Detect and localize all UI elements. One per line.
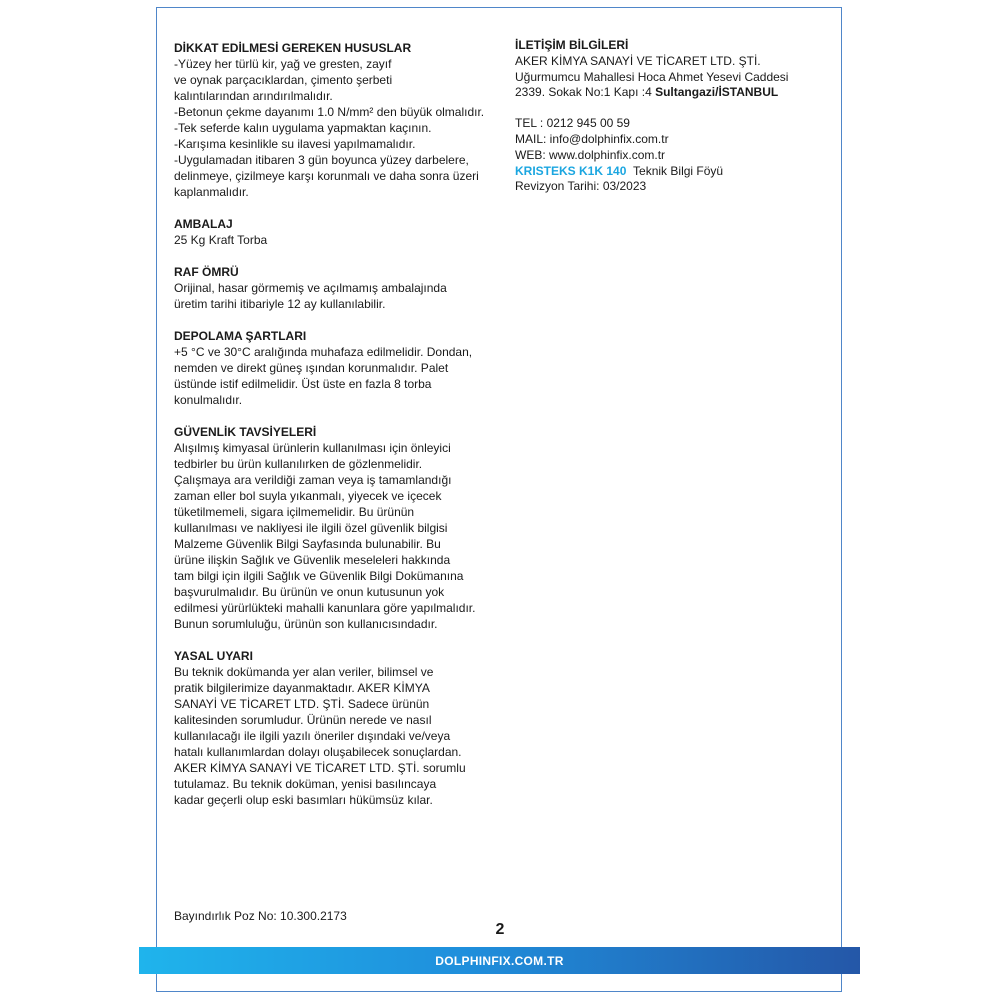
address-line-2 <box>515 85 835 101</box>
product-line <box>515 164 835 180</box>
spacer <box>515 101 835 116</box>
section-body: Bu teknik dokümanda yer alan veriler, bilimsel ve pratik bilgilerimize dayanmaktadır. AKER KİMYA SANAYİ VE TİCARET LTD. ŞTİ. Sadece ürünün kalitesinden sorumludur. Ürünün nerede ve nasıl kullanılacağı ile ilgili yazılı öneriler dışındaki ve/veya hatalı kullanımlardan dolayı oluşabilecek sonuçlardan. AKER KİMYA SANAYİ VE TİCARET LTD. ŞTİ. sorumlu tutulamaz. Bu teknik doküman, yenisi basılıncaya kadar geçerli olup eski basımları hükümsüz kılar. <box>174 665 466 807</box>
section-depolama <box>174 328 504 408</box>
doc-type: Teknik Bilgi Föyü <box>633 163 724 178</box>
section-heading: RAF ÖMRÜ <box>174 265 239 279</box>
left-column <box>174 40 504 824</box>
section-heading: AMBALAJ <box>174 217 233 231</box>
page-number: 2 <box>495 921 505 938</box>
section-body: Alışılmış kimyasal ürünlerin kullanılması için önleyici tedbirler bu ürün kullanılırken de gözlenmelidir. Çalışmaya ara verildiği zaman veya iş tamamlandığı zaman eller bol suyla yıkanmalı, yiyecek ve içecek tüketilmemeli, sigara içilmemelidir. Bu ürünün kullanılması ve nakliyesi ile ilgili özel güvenlik bilgisi Malzeme Güvenlik Bilgi Sayfasında bulunabilir. Bu ürüne ilişkin Sağlık ve Güvenlik meseleleri hakkında tam bilgi için ilgili Sağlık ve Güvenlik Bilgi Dokümanına başvurulmalıdır. Bu ürünün ve onun kutusunun yok edilmesi yürürlükteki mahalli kanunlara göre yapılmalıdır. Bunun sorumluluğu, ürünün son kullanıcısındadır. <box>174 441 476 631</box>
section-heading: GÜVENLİK TAVSİYELERİ <box>174 425 317 439</box>
section-body: Orijinal, hasar görmemiş ve açılmamış ambalajında üretim tarihi itibariyle 12 ay kullanılabilir. <box>174 281 447 311</box>
company-name: AKER KİMYA SANAYİ VE TİCARET LTD. ŞTİ. <box>515 53 761 68</box>
address-city: İSTANBUL <box>718 85 779 100</box>
section-ambalaj <box>174 216 504 248</box>
section-body: -Yüzey her türlü kir, yağ ve gresten, zayıf ve oynak parçacıklardan, çimento şerbeti kalıntılarından arındırılmalıdır. -Betonun çekme dayanımı 1.0 N/mm² den büyük olmalıdır. -Tek seferde kalın uygulama yapmaktan kaçının. -Karışıma kesinlikle su ilavesi yapılmamalıdır. -Uygulamadan itibaren 3 gün boyunca yüzey darbelere, delinmeye, çizilmeye karşı korunmalı ve daha sonra üzeri kaplanmalıdır. <box>174 57 485 199</box>
revision-date: Revizyon Tarihi: 03/2023 <box>515 179 647 194</box>
footer-website-link[interactable]: DOLPHINFIX.COM.TR <box>435 953 564 968</box>
section-body: +5 °C ve 30°C aralığında muhafaza edilmelidir. Dondan, nemden ve direkt güneş ışından korunmalıdır. Palet üstünde istif edilmelidir. Üst üste en fazla 8 torba konulmalıdır. <box>174 345 473 407</box>
footer-bar <box>139 947 860 974</box>
address-street: 2339. Sokak No:1 Kapı :4 <box>515 85 656 100</box>
contact-mail: MAIL: info@dolphinfix.com.tr <box>515 131 669 146</box>
section-heading: DEPOLAMA ŞARTLARI <box>174 329 307 343</box>
section-dikkat <box>174 40 504 200</box>
contact-tel: TEL : 0212 945 00 59 <box>515 116 630 131</box>
contact-web: WEB: www.dolphinfix.com.tr <box>515 147 666 162</box>
section-raf-omru <box>174 264 504 312</box>
poz-number: Bayındırlık Poz No: 10.300.2173 <box>174 909 347 923</box>
section-guvenlik <box>174 424 504 632</box>
section-yasal-uyari <box>174 648 504 808</box>
contact-column <box>515 38 835 195</box>
section-body: 25 Kg Kraft Torba <box>174 233 268 247</box>
section-heading: DİKKAT EDİLMESİ GEREKEN HUSUSLAR <box>174 41 412 55</box>
address-district: Sultangazi/ <box>655 85 719 100</box>
section-heading: YASAL UYARI <box>174 649 253 663</box>
contact-heading: İLETİŞİM BİLGİLERİ <box>515 38 629 52</box>
address-line-1: Uğurmumcu Mahallesi Hoca Ahmet Yesevi Caddesi <box>515 69 789 84</box>
product-name: KRISTEKS K1K 140 <box>515 163 627 178</box>
